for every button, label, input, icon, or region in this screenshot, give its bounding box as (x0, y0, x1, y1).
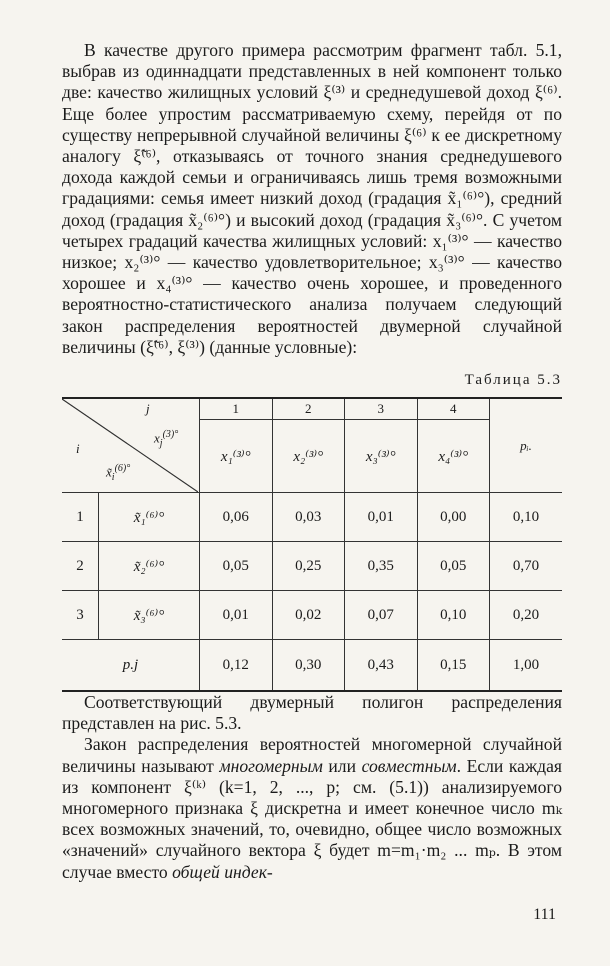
distribution-table (62, 397, 562, 692)
corner-i-label: i (76, 441, 80, 457)
col-header-4: x₄⁽³⁾° (417, 420, 490, 493)
row-number: 1 (62, 493, 99, 542)
table-sum-row (62, 640, 562, 692)
cell: 0,35 (345, 542, 418, 591)
cell: 0,03 (272, 493, 345, 542)
paragraph-3: Закон распределения вероятностей многомерной случайной величины называют многомерным или совместным. Если каждая из компонент ξ⁽ᵏ⁾ (k=1, 2, ..., p; см. (5.1)) анализируемого многомерного признака ξ дискретна и имеет конечное число mₖ всех возможных значений, то, очевидно, общее число возможных «значений» случайного вектора ξ будет m=m₁·m₂ ... mₚ. В этом случае вместо общей индек- (62, 734, 562, 882)
cell: 0,25 (272, 542, 345, 591)
row-total: 0,10 (490, 493, 563, 542)
row-label: x̃₂⁽⁶⁾° (99, 542, 200, 591)
paragraph-2: Соответствующий двумерный полигон распределения представлен на рис. 5.3. (62, 692, 562, 734)
col-header-1: x₁⁽³⁾° (200, 420, 273, 493)
cell: 0,07 (345, 591, 418, 640)
row-number: 3 (62, 591, 99, 640)
p-i-header: pᵢ. (490, 398, 563, 493)
cell: 0,01 (345, 493, 418, 542)
cell: 0,05 (417, 542, 490, 591)
row-total: 0,20 (490, 591, 563, 640)
table-row (62, 493, 562, 542)
col-number-3: 3 (345, 398, 418, 420)
sum-label: p.j (62, 640, 200, 692)
sum-cell: 0,30 (272, 640, 345, 692)
cell: 0,05 (200, 542, 273, 591)
sum-cell: 0,15 (417, 640, 490, 692)
col-header-2: x₂⁽³⁾° (272, 420, 345, 493)
cell: 0,06 (200, 493, 273, 542)
cell: 0,10 (417, 591, 490, 640)
col-header-3: x₃⁽³⁾° (345, 420, 418, 493)
col-number-1: 1 (200, 398, 273, 420)
table-row (62, 542, 562, 591)
col-number-4: 4 (417, 398, 490, 420)
paragraph-1: В качестве другого примера рассмотрим фрагмент табл. 5.1, выбрав из одиннадцати представленных в ней компонент только две: качество жилищных условий ξ⁽³⁾ и среднедушевой доход ξ⁽⁶⁾. Еще более упростим рассматриваемую схему, перейдя от по существу непрерывной случайной величины ξ⁽⁶⁾ к ее дискретному аналогу ξ̃⁽⁶⁾, отказываясь от точного знания среднедушевого дохода каждой семьи и ограничиваясь лишь тремя возможными градациями: семья имеет низкий доход (градация x̃₁⁽⁶⁾°), средний доход (градация x̃₂⁽⁶⁾°) и высокий доход (градация x̃₃⁽⁶⁾°. С учетом четырех градаций качества жилищных условий: x₁⁽³⁾° — качество низкое; x₂⁽³⁾° — качество удовлетворительное; x₃⁽³⁾° — качество хорошее и x₄⁽³⁾° — качество очень хорошее, и проведенного вероятностно-статистического анализа получаем следующий закон распределения вероятностей двумерной случайной величины (ξ̃⁽⁶⁾, ξ⁽³⁾) (данные условные): (62, 40, 562, 357)
row-label: x̃₃⁽⁶⁾° (99, 591, 200, 640)
col-number-2: 2 (272, 398, 345, 420)
grand-total: 1,00 (490, 640, 563, 692)
table-row (62, 591, 562, 640)
term-joint: совместным (361, 755, 457, 776)
table-header-numbers-row (62, 398, 562, 420)
row-number: 2 (62, 542, 99, 591)
cell: 0,01 (200, 591, 273, 640)
cell: 0,00 (417, 493, 490, 542)
row-total: 0,70 (490, 542, 563, 591)
sum-cell: 0,12 (200, 640, 273, 692)
cell: 0,02 (272, 591, 345, 640)
term-general-index: общей индек- (172, 861, 273, 882)
page-body (62, 40, 562, 883)
corner-bottom-var: $x̃_i^{(6)^\circ}$ (106, 463, 131, 483)
term-multidimensional: многомерным (219, 755, 323, 776)
corner-cell (62, 398, 200, 493)
page-number: 111 (533, 906, 556, 923)
sum-cell: 0,43 (345, 640, 418, 692)
corner-j-label: j (146, 401, 150, 417)
corner-top-var: $x_j^{(3)^\circ}$ (154, 429, 179, 449)
row-label: x̃₁⁽⁶⁾° (99, 493, 200, 542)
table-caption: Таблица 5.3 (464, 372, 562, 389)
